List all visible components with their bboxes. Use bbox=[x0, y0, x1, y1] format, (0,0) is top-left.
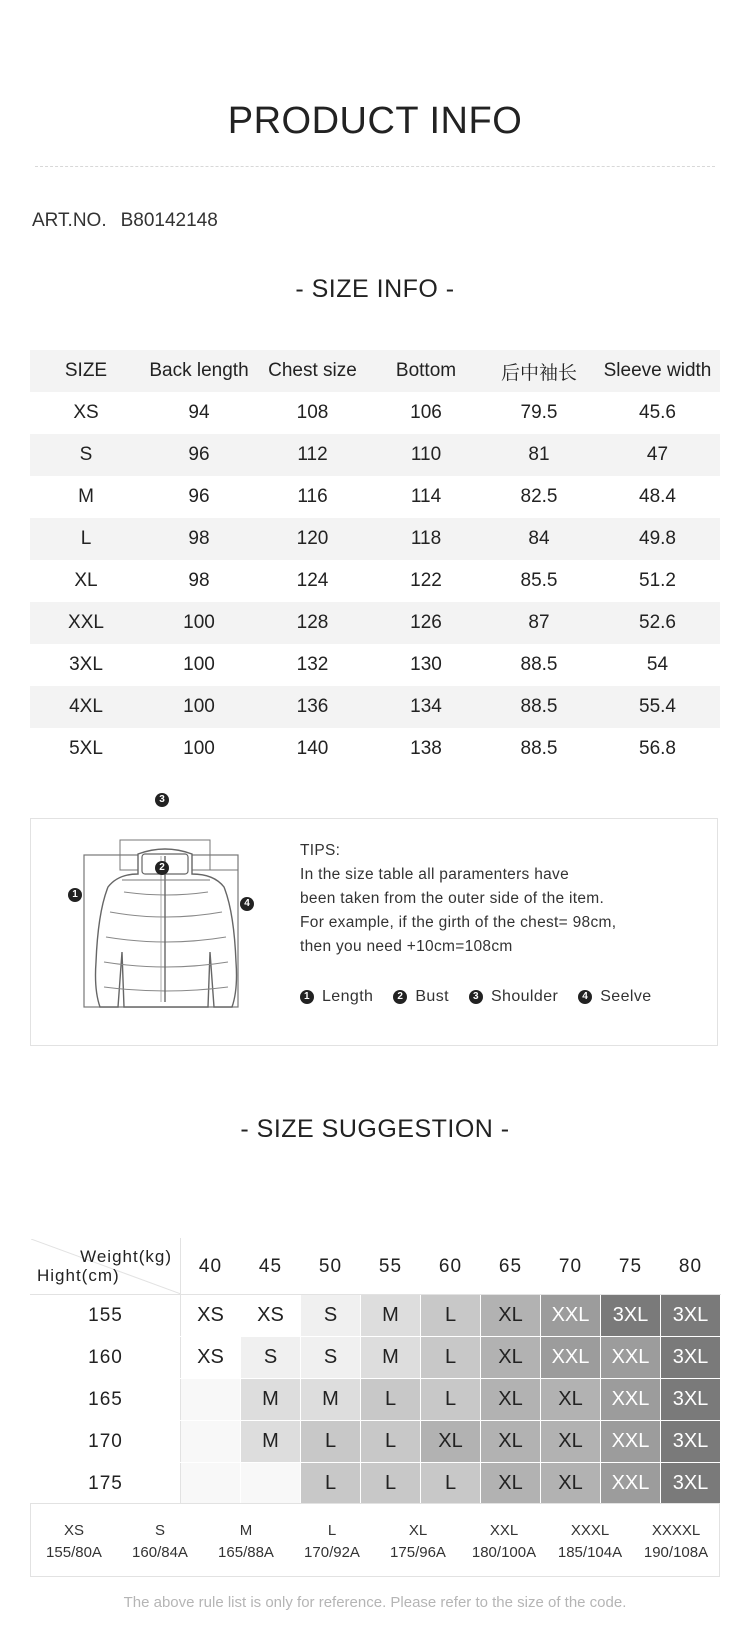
legend-label: Length bbox=[322, 988, 374, 1005]
chest-size-label: XS bbox=[63, 1522, 84, 1539]
chest-size-label: XL bbox=[408, 1522, 428, 1539]
table-cell: 98 bbox=[188, 528, 210, 549]
chest-size-label: XXXL bbox=[570, 1522, 610, 1539]
size-cell: 3XL bbox=[661, 1379, 721, 1421]
size-cell: S bbox=[301, 1337, 361, 1379]
chest-size-spec: 185/104A bbox=[557, 1544, 623, 1561]
size-cell: L bbox=[301, 1463, 361, 1505]
weight-header-cell: 65 bbox=[481, 1239, 541, 1295]
size-cell: M bbox=[361, 1337, 421, 1379]
size-table-header bbox=[30, 350, 720, 392]
size-cell bbox=[181, 1379, 241, 1421]
tips-heading: TIPS: bbox=[300, 842, 341, 859]
article-number bbox=[32, 210, 218, 232]
table-cell: 88.5 bbox=[520, 738, 558, 759]
marker-3-icon: 3 bbox=[469, 990, 483, 1004]
table-row bbox=[30, 560, 720, 602]
table-cell: 140 bbox=[296, 738, 329, 759]
table-cell: 128 bbox=[296, 612, 329, 633]
diagram-marker-4-icon: 4 bbox=[240, 897, 254, 911]
chest-size-spec: 160/84A bbox=[132, 1544, 188, 1561]
table-cell: 54 bbox=[646, 654, 669, 675]
weight-header-cell: 60 bbox=[421, 1239, 481, 1295]
size-cell: 3XL bbox=[661, 1295, 721, 1337]
size-cell: XS bbox=[241, 1295, 301, 1337]
table-row bbox=[30, 728, 720, 770]
table-cell: 116 bbox=[297, 486, 328, 507]
table-cell: 52.6 bbox=[639, 612, 676, 633]
table-cell: 98 bbox=[188, 570, 210, 591]
table-cell: 88.5 bbox=[520, 654, 558, 675]
table-row bbox=[30, 602, 720, 644]
table-cell: XS bbox=[73, 402, 99, 423]
table-cell: 51.2 bbox=[639, 570, 676, 591]
table-cell: 96 bbox=[188, 486, 210, 507]
size-cell: XXL bbox=[601, 1379, 661, 1421]
size-cell: XL bbox=[481, 1337, 541, 1379]
legend-item-shoulder bbox=[469, 988, 558, 1006]
height-row bbox=[31, 1463, 721, 1505]
column-header: Back length bbox=[149, 360, 249, 381]
height-row bbox=[31, 1295, 721, 1337]
diagram-marker-1-icon: 1 bbox=[68, 888, 82, 902]
size-cell: L bbox=[421, 1337, 481, 1379]
marker-4-icon: 4 bbox=[578, 990, 592, 1004]
size-cell: XL bbox=[481, 1295, 541, 1337]
chest-size-item bbox=[461, 1504, 547, 1576]
table-cell: 108 bbox=[296, 402, 329, 423]
diagram-marker-3-icon: 3 bbox=[155, 793, 169, 807]
table-cell: 110 bbox=[410, 444, 442, 465]
marker-2-icon: 2 bbox=[393, 990, 407, 1004]
table-cell: 100 bbox=[183, 696, 215, 717]
size-cell: XXL bbox=[601, 1421, 661, 1463]
size-suggestion-title: - SIZE SUGGESTION - bbox=[240, 1115, 510, 1143]
size-cell: S bbox=[241, 1337, 301, 1379]
table-cell: 100 bbox=[183, 612, 215, 633]
size-cell: 3XL bbox=[661, 1337, 721, 1379]
table-row bbox=[30, 644, 720, 686]
column-header: Chest size bbox=[268, 360, 357, 381]
size-cell: M bbox=[241, 1379, 301, 1421]
size-cell: XL bbox=[421, 1421, 481, 1463]
chest-size-item bbox=[375, 1504, 461, 1576]
height-cell: 170 bbox=[31, 1421, 181, 1463]
table-row bbox=[30, 434, 720, 476]
table-cell: 100 bbox=[183, 654, 215, 675]
table-cell: 4XL bbox=[69, 696, 103, 717]
legend-item-bust bbox=[393, 988, 449, 1006]
height-row bbox=[31, 1379, 721, 1421]
table-cell: L bbox=[80, 528, 92, 549]
weight-header-cell: 40 bbox=[181, 1239, 241, 1295]
size-info-table bbox=[30, 350, 720, 770]
chest-size-spec: 170/92A bbox=[304, 1544, 360, 1561]
size-cell: M bbox=[241, 1421, 301, 1463]
table-cell: 124 bbox=[296, 570, 329, 591]
chest-size-item bbox=[31, 1504, 117, 1576]
tips-text bbox=[300, 839, 700, 959]
chest-size-spec: 165/88A bbox=[218, 1544, 274, 1561]
weight-label: Weight(kg) bbox=[80, 1247, 172, 1266]
chest-size-spec: 175/96A bbox=[390, 1544, 446, 1561]
size-cell: L bbox=[421, 1463, 481, 1505]
size-cell: L bbox=[361, 1463, 421, 1505]
height-cell: 165 bbox=[31, 1379, 181, 1421]
footnote: The above rule list is only for reference. Please refer to the size of the code. bbox=[123, 1594, 627, 1611]
size-cell: M bbox=[301, 1379, 361, 1421]
size-cell: XXL bbox=[541, 1295, 601, 1337]
column-header: 后中袖长 bbox=[500, 362, 577, 384]
table-cell: 138 bbox=[410, 738, 442, 759]
chest-size-item bbox=[117, 1504, 203, 1576]
weight-header-row bbox=[31, 1239, 721, 1295]
column-header: Bottom bbox=[395, 360, 457, 381]
chest-size-label: XXL bbox=[489, 1522, 519, 1539]
weight-header-cell: 75 bbox=[601, 1239, 661, 1295]
table-cell: 3XL bbox=[69, 654, 103, 675]
table-cell: 45.6 bbox=[639, 402, 676, 423]
axis-corner-cell bbox=[31, 1239, 181, 1295]
jacket-diagram bbox=[68, 832, 268, 1032]
table-cell: 5XL bbox=[69, 738, 103, 759]
size-cell: 3XL bbox=[601, 1295, 661, 1337]
height-row bbox=[31, 1337, 721, 1379]
diagram-marker-2-icon: 2 bbox=[155, 861, 169, 875]
table-row bbox=[30, 476, 720, 518]
weight-header-cell: 55 bbox=[361, 1239, 421, 1295]
height-cell: 155 bbox=[31, 1295, 181, 1337]
column-header: SIZE bbox=[64, 360, 108, 381]
art-value: B80142148 bbox=[120, 210, 218, 231]
chest-size-label: L bbox=[327, 1522, 337, 1539]
chest-size-label: M bbox=[239, 1522, 253, 1539]
chest-size-spec: 180/100A bbox=[471, 1544, 537, 1561]
table-cell: 94 bbox=[188, 402, 210, 423]
height-cell: 160 bbox=[31, 1337, 181, 1379]
table-cell: S bbox=[79, 444, 93, 465]
table-cell: M bbox=[78, 486, 94, 507]
height-row bbox=[31, 1421, 721, 1463]
tips-line: For example, if the girth of the chest= 98cm, bbox=[300, 914, 617, 931]
size-cell bbox=[241, 1463, 301, 1505]
table-cell: 134 bbox=[410, 696, 442, 717]
size-cell: S bbox=[301, 1295, 361, 1337]
table-cell: 81 bbox=[528, 444, 550, 465]
height-cell: 175 bbox=[31, 1463, 181, 1505]
table-cell: 112 bbox=[297, 444, 328, 465]
size-cell: XXL bbox=[601, 1337, 661, 1379]
chest-size-row bbox=[30, 1503, 720, 1577]
table-cell: 120 bbox=[296, 528, 329, 549]
chest-size-item bbox=[289, 1504, 375, 1576]
art-label: ART.NO. bbox=[32, 210, 107, 231]
table-cell: 126 bbox=[410, 612, 442, 633]
size-cell: M bbox=[361, 1295, 421, 1337]
size-cell: L bbox=[421, 1295, 481, 1337]
size-cell bbox=[181, 1463, 241, 1505]
legend-item-length bbox=[300, 988, 373, 1006]
table-cell: 49.8 bbox=[639, 528, 676, 549]
tips-line: been taken from the outer side of the item. bbox=[300, 890, 605, 907]
height-label: Hight(cm) bbox=[37, 1266, 120, 1285]
chest-size-spec: 155/80A bbox=[46, 1544, 102, 1561]
marker-1-icon: 1 bbox=[300, 990, 314, 1004]
table-cell: 87 bbox=[528, 612, 550, 633]
table-cell: 55.4 bbox=[639, 696, 676, 717]
size-cell: XXL bbox=[541, 1337, 601, 1379]
tips-line: In the size table all paramenters have bbox=[300, 866, 570, 883]
page-title: PRODUCT INFO bbox=[227, 100, 523, 142]
table-cell: 100 bbox=[183, 738, 215, 759]
table-cell: 122 bbox=[410, 570, 442, 591]
tips-line: then you need +10cm=108cm bbox=[300, 938, 513, 955]
size-cell: XS bbox=[181, 1337, 241, 1379]
size-cell: XL bbox=[481, 1463, 541, 1505]
weight-header-cell: 80 bbox=[661, 1239, 721, 1295]
weight-header-cell: 70 bbox=[541, 1239, 601, 1295]
table-cell: 114 bbox=[410, 486, 442, 507]
size-cell: L bbox=[361, 1379, 421, 1421]
table-cell: 84 bbox=[528, 528, 550, 549]
size-cell bbox=[181, 1421, 241, 1463]
table-cell: 85.5 bbox=[520, 570, 558, 591]
size-cell: XL bbox=[541, 1379, 601, 1421]
size-cell: 3XL bbox=[661, 1463, 721, 1505]
table-cell: XL bbox=[74, 570, 98, 591]
size-cell: L bbox=[361, 1421, 421, 1463]
table-row bbox=[30, 392, 720, 434]
table-cell: 47 bbox=[646, 444, 669, 465]
weight-header-cell: 50 bbox=[301, 1239, 361, 1295]
table-cell: 79.5 bbox=[520, 402, 558, 423]
table-row bbox=[30, 518, 720, 560]
table-cell: 136 bbox=[296, 696, 329, 717]
table-cell: 82.5 bbox=[520, 486, 558, 507]
chest-size-label: XXXXL bbox=[651, 1522, 701, 1539]
legend-label: Bust bbox=[415, 988, 449, 1005]
size-cell: XL bbox=[541, 1421, 601, 1463]
chest-size-item bbox=[203, 1504, 289, 1576]
table-cell: XXL bbox=[68, 612, 104, 633]
column-header: Sleeve width bbox=[603, 360, 712, 381]
table-cell: 56.8 bbox=[639, 738, 676, 759]
table-cell: 132 bbox=[296, 654, 329, 675]
title-divider bbox=[35, 166, 715, 167]
size-cell: XL bbox=[481, 1421, 541, 1463]
size-cell: XL bbox=[541, 1463, 601, 1505]
legend-item-sleeve bbox=[578, 988, 651, 1006]
table-cell: 106 bbox=[410, 402, 442, 423]
measure-legend bbox=[300, 988, 672, 1006]
size-cell: L bbox=[421, 1379, 481, 1421]
size-cell: 3XL bbox=[661, 1421, 721, 1463]
size-cell: XS bbox=[181, 1295, 241, 1337]
chest-size-spec: 190/108A bbox=[643, 1544, 709, 1561]
chest-size-item bbox=[633, 1504, 719, 1576]
table-cell: 48.4 bbox=[639, 486, 676, 507]
table-cell: 88.5 bbox=[520, 696, 558, 717]
table-cell: 96 bbox=[188, 444, 210, 465]
size-info-title: - SIZE INFO - bbox=[295, 275, 455, 303]
weight-header-cell: 45 bbox=[241, 1239, 301, 1295]
table-cell: 130 bbox=[410, 654, 442, 675]
size-cell: XXL bbox=[601, 1463, 661, 1505]
table-row bbox=[30, 686, 720, 728]
chest-size-label: S bbox=[154, 1522, 165, 1539]
size-suggestion-table bbox=[30, 1238, 721, 1505]
legend-label: Seelve bbox=[600, 988, 652, 1005]
chest-size-item bbox=[547, 1504, 633, 1576]
legend-label: Shoulder bbox=[490, 988, 559, 1005]
size-cell: L bbox=[301, 1421, 361, 1463]
size-cell: XL bbox=[481, 1379, 541, 1421]
table-cell: 118 bbox=[410, 528, 442, 549]
